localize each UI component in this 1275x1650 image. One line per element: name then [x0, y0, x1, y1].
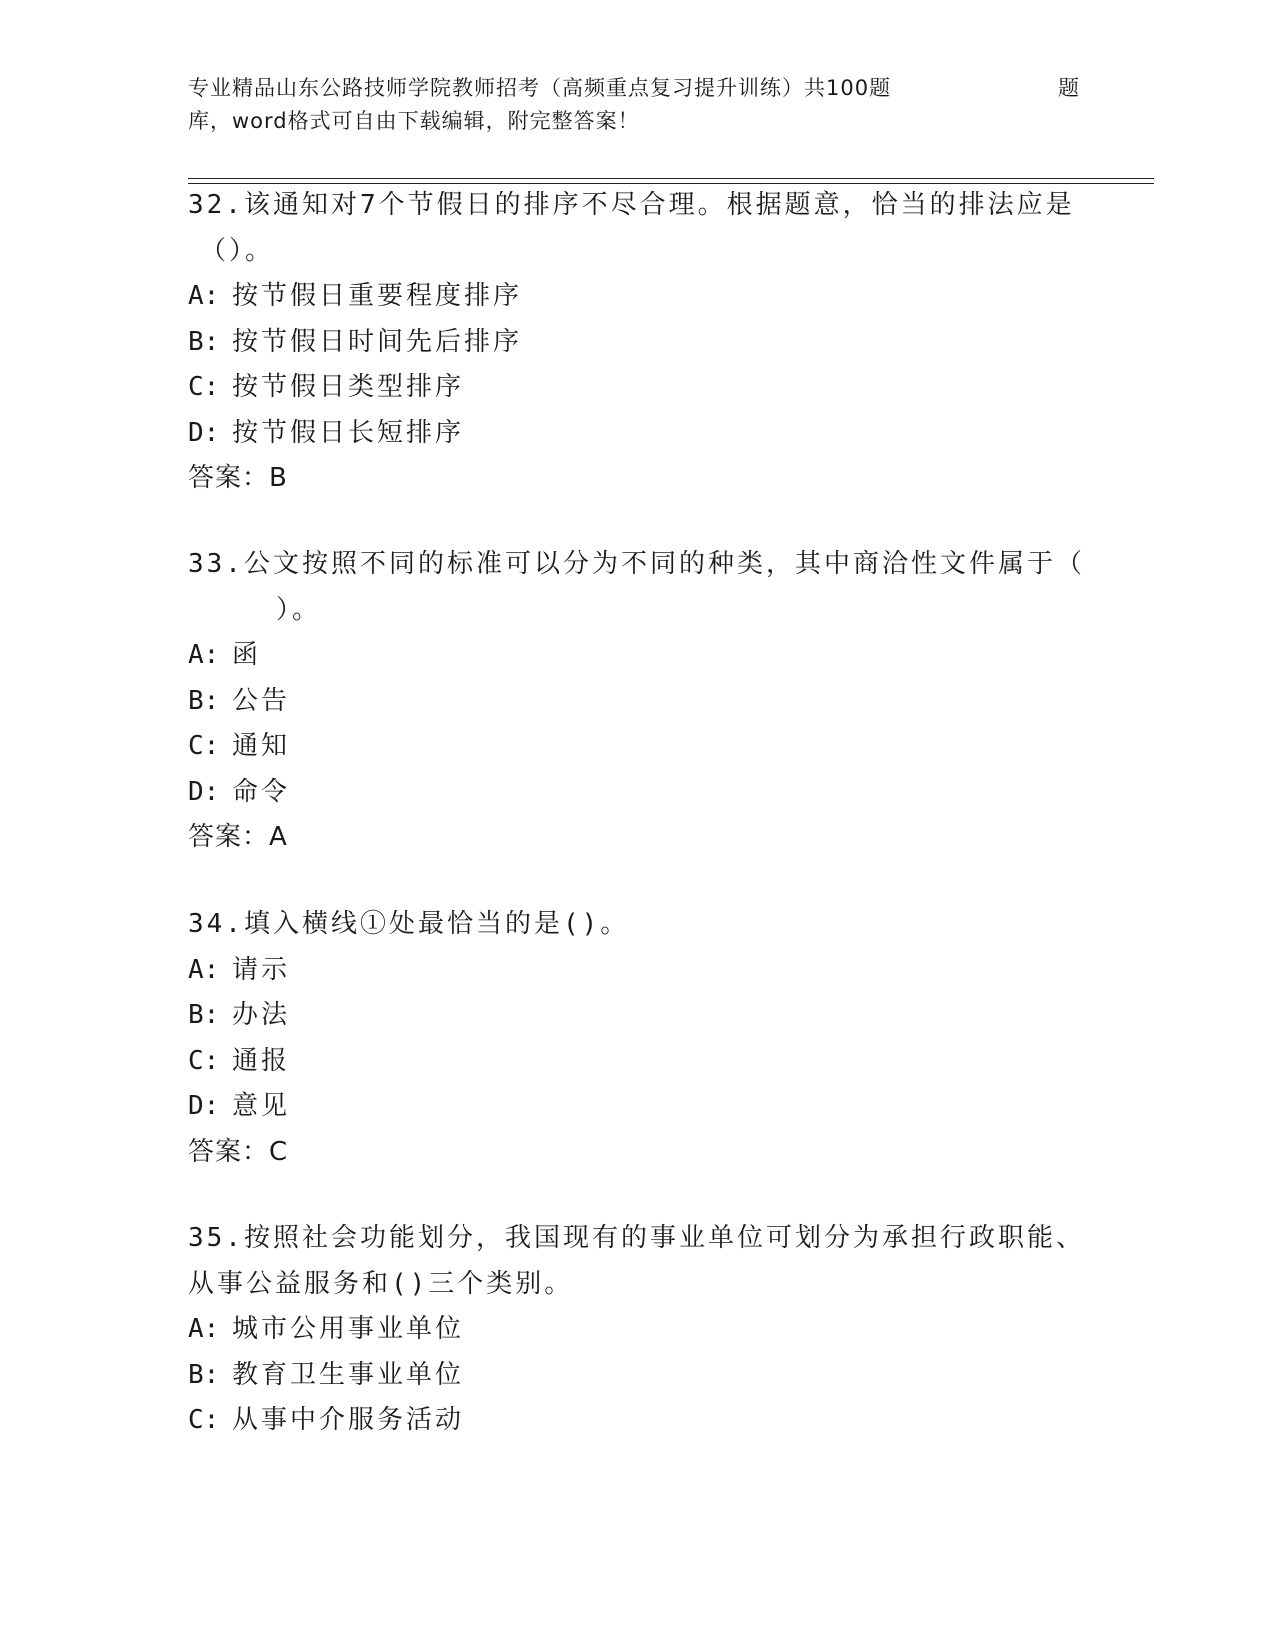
option-letter: C:	[188, 372, 220, 402]
header-title-line1	[188, 72, 1088, 105]
option-text: 按节假日类型排序	[232, 372, 465, 402]
header-title-text: 专业精品山东公路技师学院教师招考（高频重点复习提升训练）共100题	[188, 76, 892, 100]
option-text: 城市公用事业单位	[232, 1314, 465, 1344]
option-text: 通报	[232, 1045, 291, 1076]
option-d	[188, 411, 1088, 457]
question-stem: 34.填入横线①处最恰当的是()。	[188, 909, 630, 939]
option-text: 通知	[232, 731, 291, 761]
header-divider-top	[188, 178, 1154, 179]
option-c	[188, 724, 1088, 770]
option-letter: D:	[188, 417, 220, 448]
option-letter: B:	[188, 1359, 220, 1390]
option-d	[188, 770, 1088, 816]
option-text: 教育卫生事业单位	[232, 1359, 465, 1390]
option-text: 函	[232, 640, 262, 670]
question-34	[188, 902, 1088, 1175]
option-a	[188, 274, 1088, 320]
option-d	[188, 1084, 1088, 1130]
option-text: 办法	[232, 1000, 291, 1030]
answer-line: 答案：B	[188, 463, 288, 493]
question-stem: 33.公文按照不同的标准可以分为不同的种类，其中商洽性文件属于（	[188, 549, 1085, 579]
option-b	[188, 320, 1088, 366]
option-b	[188, 679, 1088, 725]
option-c	[188, 1398, 1088, 1444]
question-stem: 35.按照社会功能划分，我国现有的事业单位可划分为承担行政职能、	[188, 1223, 1085, 1253]
answer-line: 答案：A	[188, 822, 288, 852]
option-letter: A:	[188, 1314, 220, 1344]
question-stem-continued: 从事公益服务和()三个类别。	[188, 1268, 574, 1299]
option-text: 从事中介服务活动	[232, 1405, 465, 1435]
option-letter: C:	[188, 731, 220, 761]
option-c	[188, 1039, 1088, 1085]
option-text: 按节假日长短排序	[232, 417, 465, 448]
option-a	[188, 633, 1088, 679]
option-c	[188, 365, 1088, 411]
option-text: 按节假日时间先后排序	[232, 326, 523, 357]
option-letter: A:	[188, 954, 220, 985]
option-letter: D:	[188, 1091, 220, 1121]
question-32	[188, 183, 1088, 502]
header-title-line2: 库，word格式可自由下载编辑，附完整答案！	[188, 109, 640, 133]
option-text: 请示	[232, 954, 291, 985]
header-title-tail: 题	[1058, 76, 1080, 100]
option-b	[188, 993, 1088, 1039]
option-text: 按节假日重要程度排序	[232, 281, 523, 311]
question-stem-continued: （）。	[200, 235, 275, 266]
option-letter: D:	[188, 776, 220, 807]
option-letter: C:	[188, 1045, 220, 1076]
option-letter: B:	[188, 1000, 220, 1030]
option-letter: C:	[188, 1405, 220, 1435]
option-letter: A:	[188, 640, 220, 670]
option-letter: B:	[188, 326, 220, 357]
question-35	[188, 1216, 1088, 1444]
option-letter: B:	[188, 685, 220, 716]
option-b	[188, 1353, 1088, 1399]
option-a	[188, 948, 1088, 994]
question-stem-continued: ）。	[276, 594, 322, 625]
option-text: 公告	[232, 685, 291, 716]
question-33	[188, 542, 1088, 861]
answer-line: 答案：C	[188, 1136, 289, 1167]
question-stem: 32.该通知对7个节假日的排序不尽合理。根据题意，恰当的排法应是	[188, 190, 1075, 220]
document-header	[188, 72, 1088, 138]
option-text: 命令	[232, 776, 291, 807]
option-letter: A:	[188, 281, 220, 311]
option-text: 意见	[232, 1091, 291, 1121]
option-a	[188, 1307, 1088, 1353]
